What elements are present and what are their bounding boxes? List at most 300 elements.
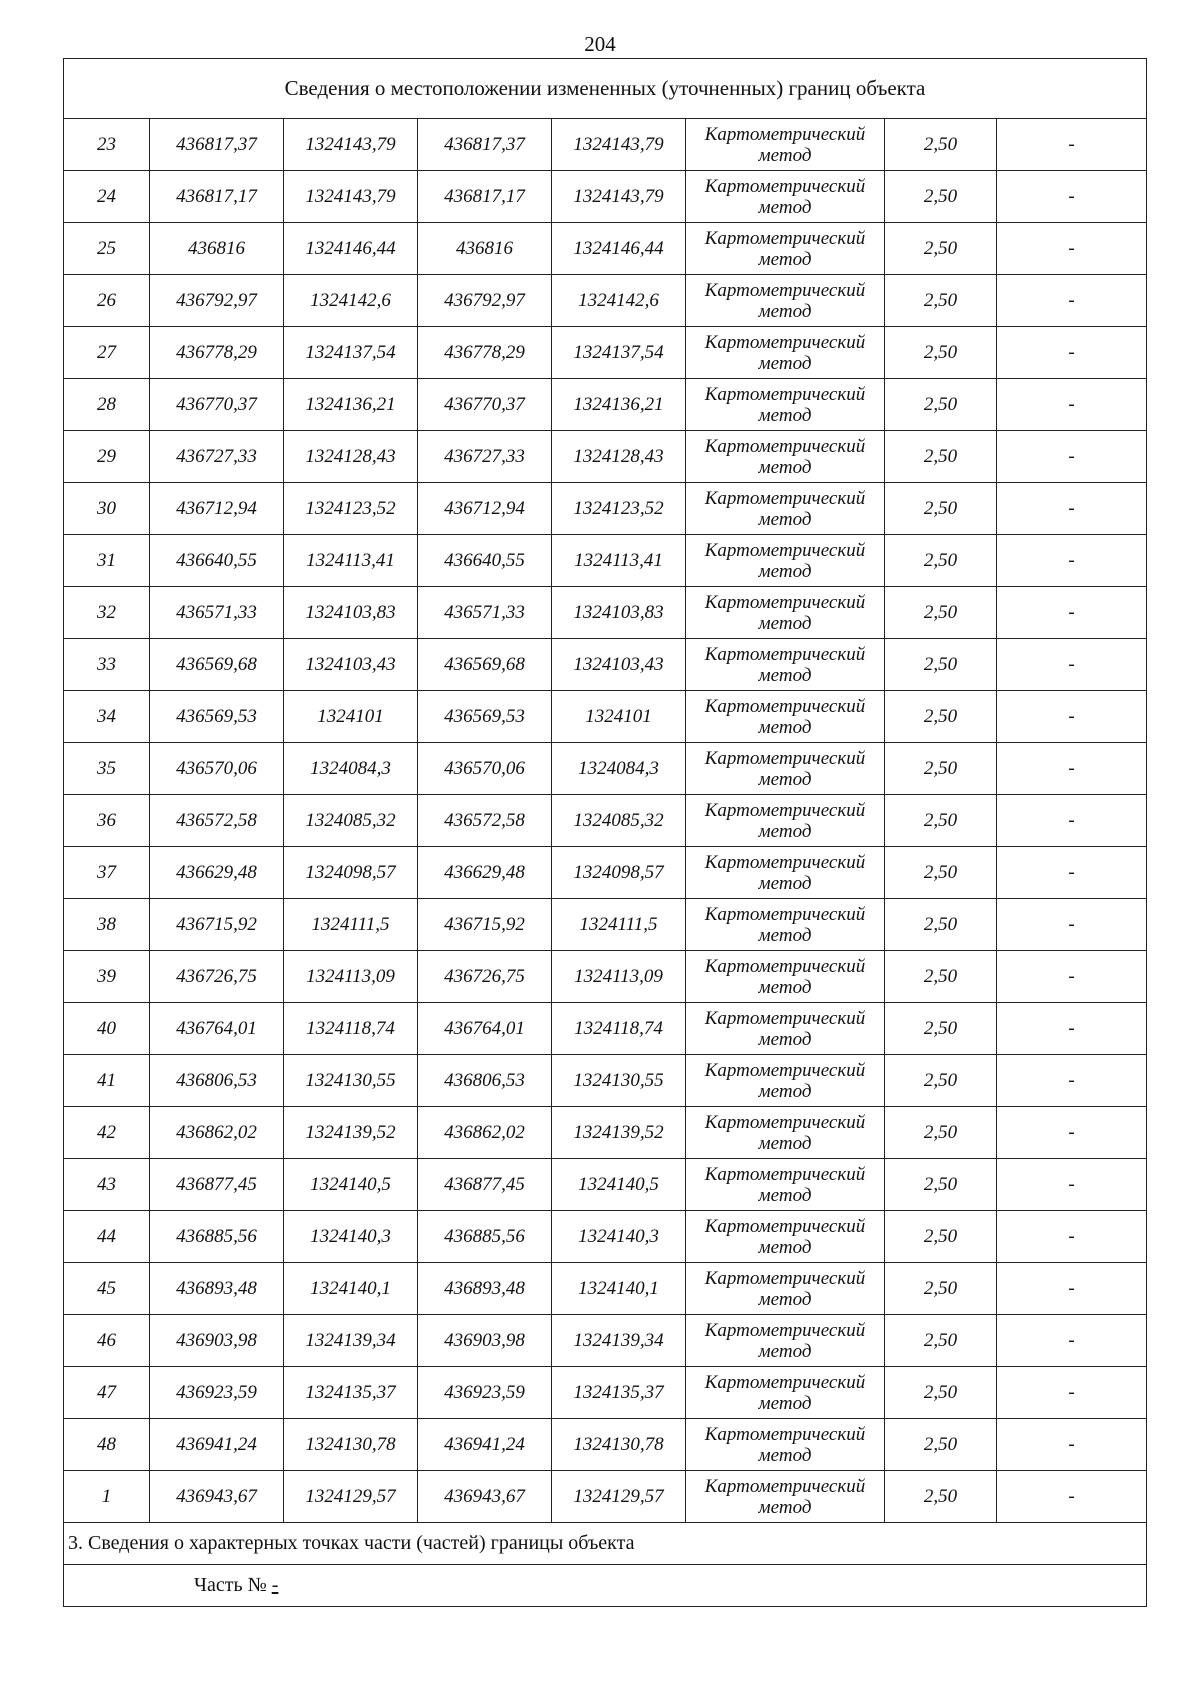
accuracy-cell: 2,50 [885, 1315, 997, 1367]
accuracy-cell: 2,50 [885, 119, 997, 171]
point-number-cell: 30 [64, 483, 150, 535]
table-row [64, 899, 1147, 951]
note-cell: - [997, 1263, 1147, 1315]
method-cell [686, 1315, 885, 1367]
method-line1: Картометрический [704, 591, 866, 613]
x-old-cell: 436571,33 [150, 587, 284, 639]
method-line1: Картометрический [704, 123, 866, 145]
method-line2: метод [758, 1444, 812, 1466]
y-new-cell: 1324084,3 [552, 743, 686, 795]
y-new-cell: 1324135,37 [552, 1367, 686, 1419]
point-number-cell: 37 [64, 847, 150, 899]
x-old-cell: 436877,45 [150, 1159, 284, 1211]
accuracy-cell: 2,50 [885, 795, 997, 847]
method-cell [686, 379, 885, 431]
point-number-cell: 31 [64, 535, 150, 587]
y-new-cell: 1324103,83 [552, 587, 686, 639]
method-line2: метод [758, 924, 812, 946]
method-line2: метод [758, 768, 812, 790]
point-number-cell: 44 [64, 1211, 150, 1263]
method-cell [686, 587, 885, 639]
y-old-cell: 1324135,37 [284, 1367, 418, 1419]
point-number-cell: 25 [64, 223, 150, 275]
accuracy-cell: 2,50 [885, 223, 997, 275]
point-number-cell: 42 [64, 1107, 150, 1159]
method-cell [686, 171, 885, 223]
y-new-cell: 1324111,5 [552, 899, 686, 951]
x-new-cell: 436770,37 [418, 379, 552, 431]
x-old-cell: 436806,53 [150, 1055, 284, 1107]
table-row [64, 639, 1147, 691]
note-cell: - [997, 535, 1147, 587]
method-line2: метод [758, 300, 812, 322]
x-new-cell: 436712,94 [418, 483, 552, 535]
y-new-cell: 1324139,52 [552, 1107, 686, 1159]
accuracy-cell: 2,50 [885, 379, 997, 431]
x-old-cell: 436570,06 [150, 743, 284, 795]
y-old-cell: 1324111,5 [284, 899, 418, 951]
table-row [64, 587, 1147, 639]
method-line2: метод [758, 456, 812, 478]
x-old-cell: 436770,37 [150, 379, 284, 431]
y-new-cell: 1324101 [552, 691, 686, 743]
page-number: 204 [584, 32, 616, 56]
x-new-cell: 436727,33 [418, 431, 552, 483]
method-cell [686, 535, 885, 587]
accuracy-cell: 2,50 [885, 951, 997, 1003]
table-row [64, 847, 1147, 899]
note-cell: - [997, 1055, 1147, 1107]
accuracy-cell: 2,50 [885, 1471, 997, 1523]
y-old-cell: 1324113,41 [284, 535, 418, 587]
y-old-cell: 1324129,57 [284, 1471, 418, 1523]
accuracy-cell: 2,50 [885, 1263, 997, 1315]
y-old-cell: 1324103,83 [284, 587, 418, 639]
accuracy-cell: 2,50 [885, 1419, 997, 1471]
method-line1: Картометрический [704, 1007, 866, 1029]
table-row [64, 275, 1147, 327]
y-old-cell: 1324113,09 [284, 951, 418, 1003]
table-row [64, 483, 1147, 535]
x-new-cell: 436885,56 [418, 1211, 552, 1263]
point-number-cell: 36 [64, 795, 150, 847]
point-number-cell: 28 [64, 379, 150, 431]
x-new-cell: 436629,48 [418, 847, 552, 899]
point-number-cell: 32 [64, 587, 150, 639]
y-new-cell: 1324113,41 [552, 535, 686, 587]
y-old-cell: 1324143,79 [284, 171, 418, 223]
method-line1: Картометрический [704, 695, 866, 717]
y-new-cell: 1324128,43 [552, 431, 686, 483]
table-title: Сведения о местоположении измененных (уточненных) границ объекта [64, 59, 1147, 119]
method-line1: Картометрический [704, 487, 866, 509]
table-row [64, 171, 1147, 223]
y-old-cell: 1324118,74 [284, 1003, 418, 1055]
y-old-cell: 1324130,78 [284, 1419, 418, 1471]
note-cell: - [997, 1471, 1147, 1523]
method-line2: метод [758, 1496, 812, 1518]
table-row [64, 119, 1147, 171]
method-cell [686, 119, 885, 171]
accuracy-cell: 2,50 [885, 275, 997, 327]
method-line2: метод [758, 1028, 812, 1050]
x-new-cell: 436862,02 [418, 1107, 552, 1159]
table-row [64, 1263, 1147, 1315]
y-new-cell: 1324143,79 [552, 171, 686, 223]
accuracy-cell: 2,50 [885, 1159, 997, 1211]
method-line2: метод [758, 196, 812, 218]
method-line2: метод [758, 1184, 812, 1206]
note-cell: - [997, 1315, 1147, 1367]
method-cell [686, 1419, 885, 1471]
table-rows [64, 119, 1147, 1523]
y-new-cell: 1324098,57 [552, 847, 686, 899]
method-line1: Картометрический [704, 539, 866, 561]
note-cell: - [997, 1419, 1147, 1471]
point-number-cell: 38 [64, 899, 150, 951]
x-old-cell: 436726,75 [150, 951, 284, 1003]
method-cell [686, 743, 885, 795]
accuracy-cell: 2,50 [885, 535, 997, 587]
accuracy-cell: 2,50 [885, 1003, 997, 1055]
method-line2: метод [758, 1080, 812, 1102]
y-new-cell: 1324118,74 [552, 1003, 686, 1055]
x-old-cell: 436764,01 [150, 1003, 284, 1055]
note-cell: - [997, 223, 1147, 275]
point-number-cell: 27 [64, 327, 150, 379]
part-label: Часть № [194, 1574, 267, 1596]
note-cell: - [997, 847, 1147, 899]
accuracy-cell: 2,50 [885, 1211, 997, 1263]
y-new-cell: 1324146,44 [552, 223, 686, 275]
note-cell: - [997, 275, 1147, 327]
note-cell: - [997, 1003, 1147, 1055]
table-row [64, 1367, 1147, 1419]
note-cell: - [997, 327, 1147, 379]
x-old-cell: 436569,68 [150, 639, 284, 691]
method-line1: Картометрический [704, 851, 866, 873]
table-row [64, 1159, 1147, 1211]
method-cell [686, 483, 885, 535]
x-old-cell: 436640,55 [150, 535, 284, 587]
method-cell [686, 223, 885, 275]
point-number-cell: 40 [64, 1003, 150, 1055]
method-line1: Картометрический [704, 643, 866, 665]
accuracy-cell: 2,50 [885, 327, 997, 379]
x-new-cell: 436726,75 [418, 951, 552, 1003]
y-old-cell: 1324103,43 [284, 639, 418, 691]
method-line1: Картометрический [704, 1163, 866, 1185]
x-new-cell: 436943,67 [418, 1471, 552, 1523]
table-row [64, 1419, 1147, 1471]
note-cell: - [997, 171, 1147, 223]
method-cell [686, 1055, 885, 1107]
note-cell: - [997, 379, 1147, 431]
table-row [64, 795, 1147, 847]
y-new-cell: 1324130,78 [552, 1419, 686, 1471]
table-row [64, 691, 1147, 743]
note-cell: - [997, 795, 1147, 847]
method-line2: метод [758, 872, 812, 894]
method-cell [686, 1003, 885, 1055]
x-old-cell: 436712,94 [150, 483, 284, 535]
method-cell [686, 691, 885, 743]
y-new-cell: 1324140,5 [552, 1159, 686, 1211]
point-number-cell: 48 [64, 1419, 150, 1471]
note-cell: - [997, 1159, 1147, 1211]
y-old-cell: 1324098,57 [284, 847, 418, 899]
x-old-cell: 436941,24 [150, 1419, 284, 1471]
table-row [64, 379, 1147, 431]
x-new-cell: 436806,53 [418, 1055, 552, 1107]
table-row [64, 951, 1147, 1003]
point-number-cell: 39 [64, 951, 150, 1003]
accuracy-cell: 2,50 [885, 743, 997, 795]
y-new-cell: 1324123,52 [552, 483, 686, 535]
method-cell [686, 431, 885, 483]
method-line1: Картометрический [704, 1475, 866, 1497]
part-value: - [271, 1574, 279, 1596]
note-cell: - [997, 743, 1147, 795]
y-new-cell: 1324129,57 [552, 1471, 686, 1523]
y-new-cell: 1324142,6 [552, 275, 686, 327]
point-number-cell: 33 [64, 639, 150, 691]
x-old-cell: 436792,97 [150, 275, 284, 327]
table-row [64, 1315, 1147, 1367]
note-cell: - [997, 119, 1147, 171]
y-old-cell: 1324128,43 [284, 431, 418, 483]
x-new-cell: 436640,55 [418, 535, 552, 587]
accuracy-cell: 2,50 [885, 431, 997, 483]
y-old-cell: 1324140,1 [284, 1263, 418, 1315]
y-old-cell: 1324101 [284, 691, 418, 743]
table-row [64, 327, 1147, 379]
x-old-cell: 436629,48 [150, 847, 284, 899]
x-new-cell: 436903,98 [418, 1315, 552, 1367]
x-new-cell: 436817,37 [418, 119, 552, 171]
x-old-cell: 436817,37 [150, 119, 284, 171]
y-new-cell: 1324130,55 [552, 1055, 686, 1107]
accuracy-cell: 2,50 [885, 1367, 997, 1419]
method-cell [686, 899, 885, 951]
x-new-cell: 436572,58 [418, 795, 552, 847]
note-cell: - [997, 899, 1147, 951]
method-line1: Картометрический [704, 955, 866, 977]
accuracy-cell: 2,50 [885, 587, 997, 639]
method-line2: метод [758, 352, 812, 374]
x-old-cell: 436778,29 [150, 327, 284, 379]
method-cell [686, 275, 885, 327]
method-line2: метод [758, 508, 812, 530]
method-cell [686, 1367, 885, 1419]
y-old-cell: 1324139,52 [284, 1107, 418, 1159]
x-old-cell: 436816 [150, 223, 284, 275]
x-old-cell: 436893,48 [150, 1263, 284, 1315]
y-new-cell: 1324139,34 [552, 1315, 686, 1367]
accuracy-cell: 2,50 [885, 171, 997, 223]
method-line2: метод [758, 1132, 812, 1154]
method-line2: метод [758, 248, 812, 270]
y-old-cell: 1324123,52 [284, 483, 418, 535]
method-cell [686, 951, 885, 1003]
note-cell: - [997, 483, 1147, 535]
y-old-cell: 1324146,44 [284, 223, 418, 275]
accuracy-cell: 2,50 [885, 691, 997, 743]
y-new-cell: 1324103,43 [552, 639, 686, 691]
x-new-cell: 436817,17 [418, 171, 552, 223]
method-cell [686, 1211, 885, 1263]
y-new-cell: 1324113,09 [552, 951, 686, 1003]
x-old-cell: 436943,67 [150, 1471, 284, 1523]
y-old-cell: 1324142,6 [284, 275, 418, 327]
point-number-cell: 46 [64, 1315, 150, 1367]
method-cell [686, 795, 885, 847]
table-row [64, 535, 1147, 587]
x-old-cell: 436727,33 [150, 431, 284, 483]
method-cell [686, 1471, 885, 1523]
y-new-cell: 1324137,54 [552, 327, 686, 379]
x-old-cell: 436923,59 [150, 1367, 284, 1419]
method-line2: метод [758, 612, 812, 634]
accuracy-cell: 2,50 [885, 483, 997, 535]
point-number-cell: 34 [64, 691, 150, 743]
x-old-cell: 436572,58 [150, 795, 284, 847]
part-row [64, 1565, 1147, 1607]
x-new-cell: 436778,29 [418, 327, 552, 379]
method-line2: метод [758, 144, 812, 166]
method-cell [686, 1159, 885, 1211]
point-number-cell: 26 [64, 275, 150, 327]
method-line2: метод [758, 560, 812, 582]
note-cell: - [997, 1211, 1147, 1263]
method-line1: Картометрический [704, 1371, 866, 1393]
table-row [64, 1055, 1147, 1107]
x-new-cell: 436816 [418, 223, 552, 275]
method-line2: метод [758, 1288, 812, 1310]
table-row [64, 223, 1147, 275]
table-row [64, 1003, 1147, 1055]
y-new-cell: 1324140,1 [552, 1263, 686, 1315]
x-new-cell: 436715,92 [418, 899, 552, 951]
method-line1: Картометрический [704, 1423, 866, 1445]
y-old-cell: 1324084,3 [284, 743, 418, 795]
x-old-cell: 436817,17 [150, 171, 284, 223]
method-line1: Картометрический [704, 1111, 866, 1133]
section-heading: 3. Сведения о характерных точках части (частей) границы объекта [64, 1523, 1147, 1565]
y-new-cell: 1324140,3 [552, 1211, 686, 1263]
method-line1: Картометрический [704, 1059, 866, 1081]
point-number-cell: 29 [64, 431, 150, 483]
y-old-cell: 1324136,21 [284, 379, 418, 431]
method-line2: метод [758, 976, 812, 998]
x-new-cell: 436893,48 [418, 1263, 552, 1315]
note-cell: - [997, 431, 1147, 483]
table-row [64, 1471, 1147, 1523]
method-line2: метод [758, 1392, 812, 1414]
method-line1: Картометрический [704, 799, 866, 821]
point-number-cell: 35 [64, 743, 150, 795]
table-row [64, 743, 1147, 795]
y-old-cell: 1324140,5 [284, 1159, 418, 1211]
note-cell: - [997, 639, 1147, 691]
point-number-cell: 41 [64, 1055, 150, 1107]
boundary-table [63, 58, 1147, 1607]
note-cell: - [997, 1367, 1147, 1419]
method-cell [686, 1107, 885, 1159]
table-row [64, 1211, 1147, 1263]
method-line1: Картометрический [704, 279, 866, 301]
table-row [64, 431, 1147, 483]
accuracy-cell: 2,50 [885, 847, 997, 899]
accuracy-cell: 2,50 [885, 1107, 997, 1159]
method-line2: метод [758, 664, 812, 686]
y-old-cell: 1324139,34 [284, 1315, 418, 1367]
y-new-cell: 1324143,79 [552, 119, 686, 171]
x-new-cell: 436941,24 [418, 1419, 552, 1471]
x-old-cell: 436903,98 [150, 1315, 284, 1367]
x-old-cell: 436569,53 [150, 691, 284, 743]
x-new-cell: 436877,45 [418, 1159, 552, 1211]
accuracy-cell: 2,50 [885, 639, 997, 691]
method-line1: Картометрический [704, 383, 866, 405]
method-line1: Картометрический [704, 435, 866, 457]
method-cell [686, 847, 885, 899]
method-line1: Картометрический [704, 227, 866, 249]
method-line1: Картометрический [704, 747, 866, 769]
y-old-cell: 1324137,54 [284, 327, 418, 379]
x-new-cell: 436570,06 [418, 743, 552, 795]
method-line1: Картометрический [704, 1267, 866, 1289]
method-line2: метод [758, 1340, 812, 1362]
point-number-cell: 45 [64, 1263, 150, 1315]
x-new-cell: 436923,59 [418, 1367, 552, 1419]
y-old-cell: 1324143,79 [284, 119, 418, 171]
x-new-cell: 436569,53 [418, 691, 552, 743]
method-line2: метод [758, 716, 812, 738]
method-line2: метод [758, 404, 812, 426]
method-line1: Картометрический [704, 1215, 866, 1237]
note-cell: - [997, 691, 1147, 743]
method-cell [686, 1263, 885, 1315]
method-line1: Картометрический [704, 175, 866, 197]
x-old-cell: 436885,56 [150, 1211, 284, 1263]
point-number-cell: 47 [64, 1367, 150, 1419]
method-line2: метод [758, 1236, 812, 1258]
x-new-cell: 436571,33 [418, 587, 552, 639]
x-old-cell: 436862,02 [150, 1107, 284, 1159]
y-old-cell: 1324085,32 [284, 795, 418, 847]
y-new-cell: 1324085,32 [552, 795, 686, 847]
accuracy-cell: 2,50 [885, 1055, 997, 1107]
method-line1: Картометрический [704, 331, 866, 353]
y-new-cell: 1324136,21 [552, 379, 686, 431]
x-new-cell: 436569,68 [418, 639, 552, 691]
x-new-cell: 436764,01 [418, 1003, 552, 1055]
x-old-cell: 436715,92 [150, 899, 284, 951]
method-cell [686, 639, 885, 691]
method-line1: Картометрический [704, 903, 866, 925]
y-old-cell: 1324130,55 [284, 1055, 418, 1107]
point-number-cell: 43 [64, 1159, 150, 1211]
accuracy-cell: 2,50 [885, 899, 997, 951]
note-cell: - [997, 1107, 1147, 1159]
method-line2: метод [758, 820, 812, 842]
x-new-cell: 436792,97 [418, 275, 552, 327]
note-cell: - [997, 951, 1147, 1003]
method-cell [686, 327, 885, 379]
note-cell: - [997, 587, 1147, 639]
point-number-cell: 1 [64, 1471, 150, 1523]
